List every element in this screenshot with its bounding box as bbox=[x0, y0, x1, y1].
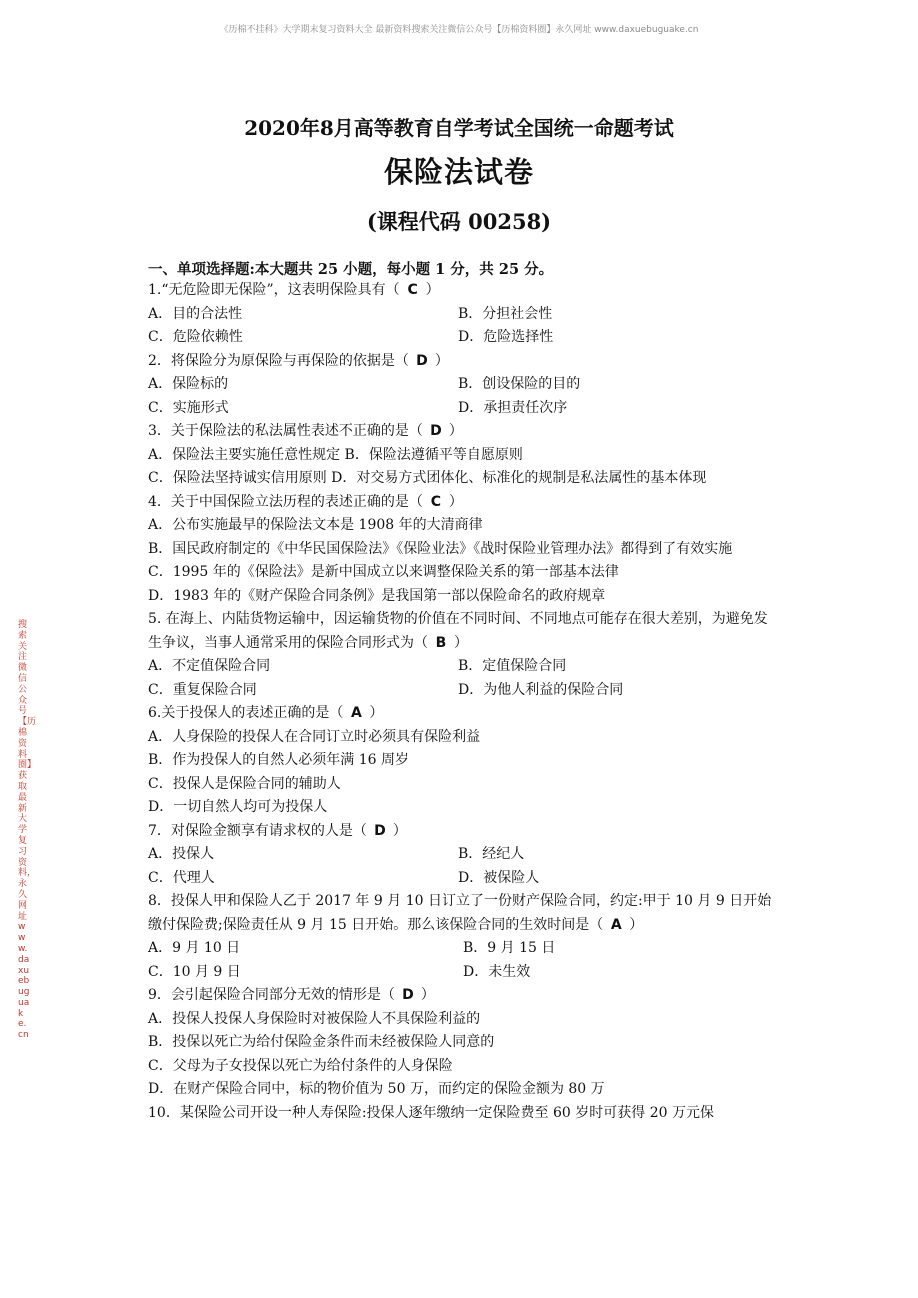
question-8-options-cd bbox=[148, 961, 778, 985]
question-4-option-b: B．国民政府制定的《中华民国保险法》《保险业法》《战时保险业管理办法》都得到了有效实施 bbox=[148, 540, 733, 557]
question-6-stem bbox=[148, 702, 778, 726]
question-9-option-c: C．父母为子女投保以死亡为给付条件的人身保险 bbox=[148, 1057, 453, 1074]
question-1-options-cd bbox=[148, 326, 778, 350]
question-1-options-ab bbox=[148, 303, 778, 327]
answer-mark: C bbox=[407, 282, 418, 298]
stem-close: ） bbox=[369, 705, 384, 721]
option-b: B．分担社会性 bbox=[458, 305, 553, 322]
question-list bbox=[148, 279, 778, 1125]
question-7-options-cd bbox=[148, 867, 778, 891]
answer-mark: B bbox=[435, 634, 447, 651]
stem-close: ） bbox=[448, 493, 463, 510]
option-d: D．危险选择性 bbox=[458, 329, 554, 345]
stem-text: 9．会引起保险合同部分无效的情形是（ bbox=[148, 987, 395, 1003]
question-4-option-d: D．1983 年的《财产保险合同条例》是我国第一部以保险命名的政府规章 bbox=[148, 587, 606, 604]
question-4-option-c: C．1995 年的《保险法》是新中国成立以来调整保险关系的第一部基本法律 bbox=[148, 564, 619, 580]
option-c: C．重复保险合同 bbox=[148, 681, 257, 698]
option-b: B．经纪人 bbox=[458, 846, 525, 862]
answer-mark: A bbox=[350, 705, 362, 721]
course-code: (课程代码 00258) bbox=[366, 209, 552, 234]
stem-text: 4．关于中国保险立法历程的表述正确的是（ bbox=[148, 493, 423, 510]
question-4-option-a: A．公布实施最早的保险法文本是 1908 年的大清商律 bbox=[148, 517, 483, 533]
question-3-options-cd: C．保险法坚持诚实信用原则 D．对交易方式团体化、标准化的规制是私法属性的基本体现 bbox=[148, 470, 707, 486]
stem-close: ） bbox=[392, 822, 407, 839]
question-9-option-a: A．投保人投保人身保险时对被保险人不具保险利益的 bbox=[148, 1010, 481, 1027]
stem-text: 8．投保人甲和保险人乙于 2017 年 9 月 10 日订立了一份财产保险合同，约定:甲于 10 月 9 日开始缴付保险费;保险责任从 9 月 15 日开始。那么该保险合同的生效时间是（ bbox=[148, 893, 772, 933]
option-c: C．代理人 bbox=[148, 869, 215, 886]
question-6-option-c: C．投保人是保险合同的辅助人 bbox=[148, 775, 341, 792]
question-3-stem bbox=[148, 420, 778, 444]
option-b: B．9 月 15 日 bbox=[463, 940, 556, 956]
option-b: B．定值保险合同 bbox=[458, 658, 567, 674]
question-10-stem: 10．某保险公司开设一种人寿保险:投保人逐年缴纳一定保险费至 60 岁时可获得 20 万元保 bbox=[148, 1104, 714, 1121]
question-8-stem bbox=[148, 890, 778, 937]
stem-text: 1.“无危险即无保险”，这表明保险具有（ bbox=[148, 282, 400, 298]
stem-close: ） bbox=[434, 352, 449, 369]
option-a: A．投保人 bbox=[148, 846, 215, 862]
answer-mark: D bbox=[416, 352, 428, 369]
question-2-options-ab bbox=[148, 373, 778, 397]
option-a: A．保险标的 bbox=[148, 376, 229, 392]
stem-text: 2．将保险分为原保险与再保险的依据是（ bbox=[148, 352, 409, 369]
answer-mark: D bbox=[430, 423, 442, 439]
question-4-stem bbox=[148, 491, 778, 515]
question-2-options-cd bbox=[148, 397, 778, 421]
question-3-options-ab: A．保险法主要实施任意性规定 B．保险法遵循平等自愿原则 bbox=[148, 446, 523, 463]
option-d: D．未生效 bbox=[463, 963, 531, 980]
answer-mark: A bbox=[610, 916, 622, 933]
option-c: C．实施形式 bbox=[148, 399, 229, 416]
question-9-option-d: D．在财产保险合同中，标的物价值为 50 万，而约定的保险金额为 80 万 bbox=[148, 1081, 605, 1097]
question-7-stem bbox=[148, 820, 778, 844]
option-d: D．承担责任次序 bbox=[458, 399, 568, 416]
option-d: D．为他人利益的保险合同 bbox=[458, 681, 624, 698]
paper-title: 保险法试卷 bbox=[383, 155, 534, 189]
stem-text: 3．关于保险法的私法属性表述不正确的是（ bbox=[148, 423, 423, 439]
stem-close: ） bbox=[448, 423, 463, 439]
question-6-option-a: A．人身保险的投保人在合同订立时必须具有保险利益 bbox=[148, 728, 481, 745]
question-5-stem bbox=[148, 608, 778, 655]
option-c: C．危险依赖性 bbox=[148, 329, 243, 345]
stem-text: 7．对保险金额享有请求权的人是（ bbox=[148, 822, 367, 839]
stem-text: 6.关于投保人的表述正确的是（ bbox=[148, 705, 344, 721]
option-c: C．10 月 9 日 bbox=[148, 963, 241, 980]
answer-mark: D bbox=[402, 987, 414, 1003]
stem-close: ） bbox=[425, 282, 440, 298]
stem-close: ） bbox=[420, 987, 435, 1003]
stem-text: 5. 在海上、内陆货物运输中，因运输货物的价值在不同时间、不同地点可能存在很大差别，为避免发生争议，当事人通常采用的保险合同形式为（ bbox=[148, 611, 768, 651]
answer-mark: D bbox=[374, 822, 386, 839]
option-d: D．被保险人 bbox=[458, 869, 540, 886]
option-b: B．创设保险的目的 bbox=[458, 376, 581, 392]
question-1-stem bbox=[148, 279, 778, 303]
side-watermark: 搜索关注微信公众号【历 棉 资 料 圈】获取最新大学复习资料，永久网址 www.daxuebuguake.cn bbox=[18, 620, 37, 1041]
top-watermark: 《历棉不挂科》大学期末复习资料大全 最新资料搜索关注微信公众号【历棉资料圈】永久网址 www.daxuebuguake.cn bbox=[219, 25, 699, 35]
question-6-option-d: D．一切自然人均可为投保人 bbox=[148, 799, 328, 815]
question-6-option-b: B．作为投保人的自然人必须年满 16 周岁 bbox=[148, 752, 410, 768]
question-2-stem bbox=[148, 350, 778, 374]
question-5-options-ab bbox=[148, 655, 778, 679]
option-a: A．9 月 10 日 bbox=[148, 940, 241, 956]
question-9-option-b: B．投保以死亡为给付保险金条件而未经被保险人同意的 bbox=[148, 1034, 495, 1050]
stem-close: ） bbox=[454, 634, 468, 651]
section-title: 一、单项选择题:本大题共 25 小题，每小题 1 分，共 25 分。 bbox=[148, 261, 554, 278]
question-8-options-ab bbox=[148, 937, 778, 961]
question-7-options-ab bbox=[148, 843, 778, 867]
question-5-options-cd bbox=[148, 679, 778, 703]
option-a: A．目的合法性 bbox=[148, 305, 243, 322]
option-a: A．不定值保险合同 bbox=[148, 658, 271, 674]
exam-title: 2020年8月高等教育自学考试全国统一命题考试 bbox=[244, 116, 674, 140]
stem-close: ） bbox=[629, 916, 644, 933]
answer-mark: C bbox=[430, 493, 442, 510]
question-9-stem bbox=[148, 984, 778, 1008]
